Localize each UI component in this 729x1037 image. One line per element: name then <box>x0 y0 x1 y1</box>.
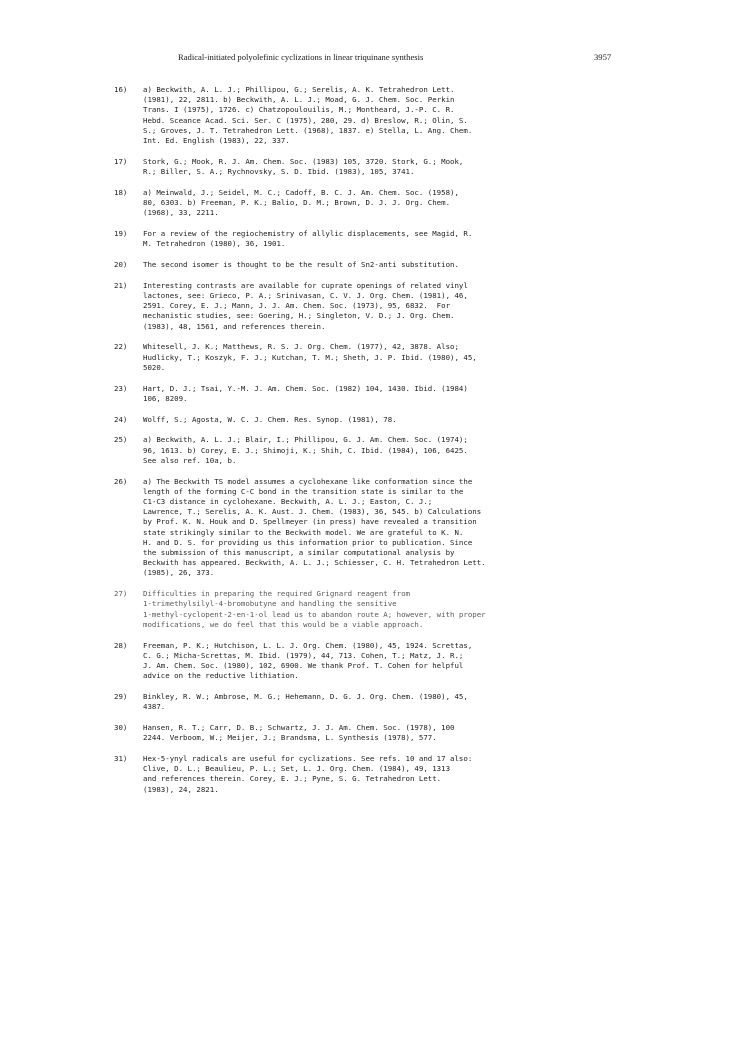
reference-item <box>114 589 574 630</box>
reference-line: Hart, D. J.; Tsai, Y.-M. J. Am. Chem. Soc. (1982) 104, 1430. Ibid. (1984) <box>143 383 468 393</box>
reference-line: 80, 6303. b) Freeman, P. K.; Balio, D. M.; Brown, D. J. J. Org. Chem. <box>143 198 451 208</box>
reference-number: 18) <box>114 187 128 197</box>
reference-number: 29) <box>114 692 128 702</box>
reference-number: 21) <box>114 280 128 290</box>
reference-number: 26) <box>114 476 128 486</box>
reference-number: 20) <box>114 260 128 270</box>
reference-line: Hudlicky, T.; Koszyk, F. J.; Kutchan, T. M.; Sheth, J. P. Ibid. (1980), 45, <box>143 352 477 362</box>
reference-number: 24) <box>114 414 128 424</box>
reference-line: Whitesell, J. K.; Matthews, R. S. J. Org. Chem. (1977), 42, 3878. Also; <box>143 342 459 352</box>
reference-line: mechanistic studies, see: Goering, H.; Singleton, V. D.; J. Org. Chem. <box>143 311 455 321</box>
reference-line: R.; Biller, S. A.; Rychnovsky, S. D. Ibid. (1983), 105, 3741. <box>143 167 415 177</box>
running-title: Radical-initiated polyolefinic cyclizations in linear triquinane synthesis <box>178 52 424 62</box>
reference-line: advice on the reductive lithiation. <box>143 671 299 681</box>
running-header <box>0 52 729 66</box>
reference-line: Freeman, P. K.; Hutchison, L. L. J. Org. Chem. (1980), 45, 1924. Screttas, <box>143 640 473 650</box>
reference-item <box>114 342 574 373</box>
reference-line: 4387. <box>143 702 166 712</box>
reference-item <box>114 415 574 425</box>
reference-line: For a review of the regiochemistry of allylic displacements, see Magid, R. <box>143 229 473 239</box>
reference-line: Int. Ed. English (1983), 22, 337. <box>143 136 290 146</box>
reference-line: lactones, see: Grieco, P. A.; Srinivasan, C. V. J. Org. Chem. (1981), 46, <box>143 291 468 301</box>
reference-line: 96, 1613. b) Corey, E. J.; Shimoji, K.; Shih, C. Ibid. (1984), 106, 6425. <box>143 445 468 455</box>
reference-line: C1-C3 distance in cyclohexane. Beckwith, A. L. J.; Easton, C. J.; <box>143 497 433 507</box>
reference-line: Hansen, R. T.; Carr, D. B.; Schwartz, J. J. Am. Chem. Soc. (1978), 100 <box>143 723 455 733</box>
reference-line: a) The Beckwith TS model assumes a cyclohexane like conformation since the <box>143 476 473 486</box>
reference-item <box>114 281 574 332</box>
reference-line: Beckwith has appeared. Beckwith, A. L. J.; Schiesser, C. H. Tetrahedron Lett. <box>143 558 486 568</box>
reference-line: 1-trimethylsilyl-4-bromobutyne and handling the sensitive <box>143 599 397 609</box>
reference-line: Clive, D. L.; Beaulieu, P. L.; Set, L. J. Org. Chem. (1984), 49, 1313 <box>143 764 451 774</box>
reference-line: (1983), 24, 2821. <box>143 784 219 794</box>
page-number: 3957 <box>594 52 612 62</box>
reference-line: Interesting contrasts are available for cuprate openings of related vinyl <box>143 280 468 290</box>
reference-line: modifications, we do feel that this would be a viable approach. <box>143 619 424 629</box>
reference-text <box>143 692 574 712</box>
reference-number: 17) <box>114 156 128 166</box>
reference-item <box>114 435 574 466</box>
reference-item <box>114 754 574 795</box>
reference-line: J. Am. Chem. Soc. (1980), 102, 6900. We thank Prof. T. Cohen for helpful <box>143 661 464 671</box>
reference-text <box>143 384 574 404</box>
reference-line: a) Beckwith, A. L. J.; Phillipou, G.; Serelis, A. K. Tetrahedron Lett. <box>143 85 455 94</box>
reference-line: (1981), 22, 2811. b) Beckwith, A. L. J.; Moad, G. J. Chem. Soc. Perkin <box>143 95 455 105</box>
reference-line: a) Beckwith, A. L. J.; Blair, I.; Phillipou, G. J. Am. Chem. Soc. (1974); <box>143 435 468 445</box>
reference-number: 30) <box>114 723 128 733</box>
reference-line: Lawrence, T.; Serelis, A. K. Aust. J. Chem. (1983), 36, 545. b) Calculations <box>143 507 482 517</box>
reference-text <box>143 85 574 146</box>
reference-line: Binkley, R. W.; Ambrose, M. G.; Hehemann, D. G. J. Org. Chem. (1980), 45, <box>143 692 468 702</box>
reference-line: M. Tetrahedron (1980), 36, 1901. <box>143 239 286 249</box>
reference-text <box>143 281 574 332</box>
reference-line: See also ref. 10a, b. <box>143 455 237 465</box>
reference-number: 19) <box>114 229 128 239</box>
reference-item <box>114 692 574 712</box>
reference-line: (1983), 48, 1561, and references therein. <box>143 321 326 331</box>
reference-text <box>143 229 574 249</box>
reference-item <box>114 723 574 743</box>
reference-number: 27) <box>114 589 128 599</box>
reference-item <box>114 641 574 682</box>
reference-item <box>114 188 574 219</box>
references-list <box>114 85 574 805</box>
reference-item <box>114 260 574 270</box>
reference-line: 1-methyl-cyclopent-2-en-1-ol lead us to abandon route A; however, with proper <box>143 609 486 619</box>
reference-number: 23) <box>114 383 128 393</box>
reference-item <box>114 477 574 579</box>
reference-text <box>143 477 574 579</box>
reference-item <box>114 85 574 146</box>
reference-line: Trans. I (1975), 1726. c) Chatzopoulouilis, M.; Montheard, J.-P. C. R. <box>143 105 455 115</box>
reference-text <box>143 754 574 795</box>
reference-text <box>143 641 574 682</box>
reference-line: C. G.; Micha-Screttas, M. Ibid. (1979), 44, 713. Cohen, T.; Matz, J. R.; <box>143 650 464 660</box>
reference-line: length of the forming C-C bond in the transition state is similar to the <box>143 486 464 496</box>
reference-line: 106, 8209. <box>143 393 188 403</box>
reference-line: Wolff, S.; Agosta, W. C. J. Chem. Res. Synop. (1981), 78. <box>143 414 397 424</box>
reference-text <box>143 589 574 630</box>
reference-line: and references therein. Corey, E. J.; Pyne, S. G. Tetrahedron Lett. <box>143 774 442 784</box>
reference-line: (1968), 33, 2211. <box>143 208 219 218</box>
reference-line: the submission of this manuscript, a similar computational analysis by <box>143 548 455 558</box>
reference-item <box>114 384 574 404</box>
reference-number: 31) <box>114 754 128 764</box>
reference-number: 22) <box>114 342 128 352</box>
reference-line: by Prof. K. N. Houk and D. Spellmeyer (in press) have revealed a transition <box>143 517 477 527</box>
reference-line: H. and D. S. for providing us this information prior to publication. Since <box>143 537 473 547</box>
reference-text <box>143 260 574 270</box>
reference-number: 16) <box>114 85 128 94</box>
reference-number: 25) <box>114 435 128 445</box>
reference-line: Stork, G.; Mook, R. J. Am. Chem. Soc. (1983) 105, 3720. Stork, G.; Mook, <box>143 156 464 166</box>
reference-number: 28) <box>114 640 128 650</box>
reference-line: (1985), 26, 373. <box>143 568 215 578</box>
reference-line: Hebd. Sceance Acad. Sci. Ser. C (1975), 280, 29. d) Breslow, R.; Olin, S. <box>143 115 468 125</box>
reference-line: a) Meinwald, J.; Seidel, M. C.; Cadoff, B. C. J. Am. Chem. Soc. (1958), <box>143 187 459 197</box>
reference-line: 5020. <box>143 362 166 372</box>
reference-item <box>114 157 574 177</box>
reference-line: The second isomer is thought to be the result of Sn2-anti substitution. <box>143 260 459 270</box>
reference-text <box>143 342 574 373</box>
reference-line: S.; Groves, J. T. Tetrahedron Lett. (1968), 1837. e) Stella, L. Ang. Chem. <box>143 125 473 135</box>
reference-text <box>143 415 574 425</box>
reference-line: Hex-5-ynyl radicals are useful for cyclizations. See refs. 10 and 17 also: <box>143 754 473 764</box>
reference-item <box>114 229 574 249</box>
reference-line: 2591. Corey, E. J.; Mann, J. J. Am. Chem. Soc. (1973), 95, 6832. For <box>143 301 451 311</box>
reference-line: Difficulties in preparing the required Grignard reagent from <box>143 589 410 599</box>
reference-line: state strikingly similar to the Beckwith model. We are grateful to K. N. <box>143 527 464 537</box>
reference-text <box>143 723 574 743</box>
reference-line: 2244. Verboom, W.; Meijer, J.; Brandsma, L. Synthesis (1978), 577. <box>143 733 437 743</box>
reference-text <box>143 435 574 466</box>
reference-text <box>143 188 574 219</box>
reference-text <box>143 157 574 177</box>
